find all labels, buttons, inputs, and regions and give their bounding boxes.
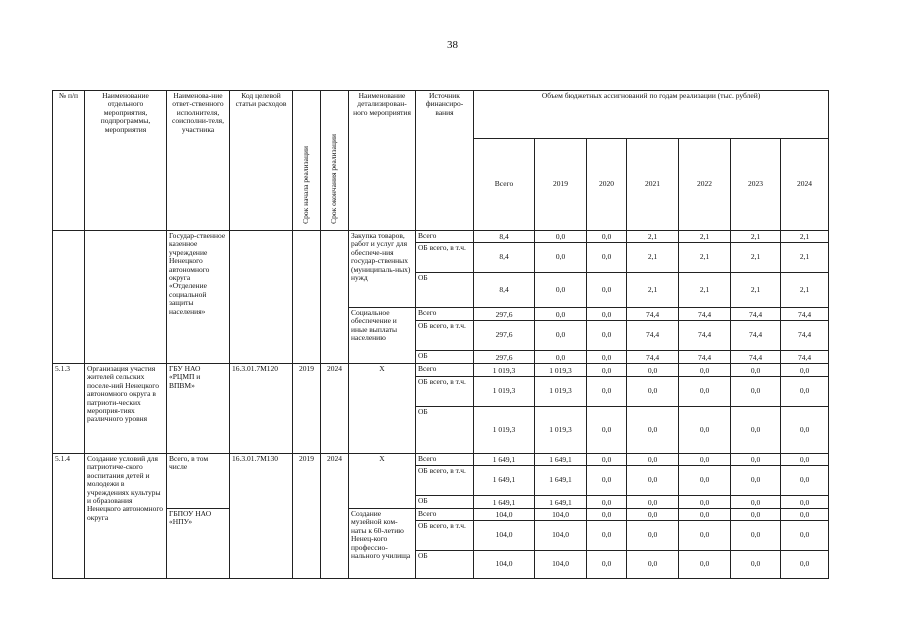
cell-source: ОБ всего, в т.ч. <box>416 466 474 496</box>
header-detail: Наименование детализирован-ного мероприятия <box>349 91 416 231</box>
cell-value: 1 649,1 <box>535 466 587 496</box>
cell-value: 0,0 <box>679 454 731 466</box>
header-year: 2022 <box>679 139 731 231</box>
page-number: 38 <box>447 39 458 51</box>
cell-value: 104,0 <box>474 521 535 551</box>
cell-value: 2,1 <box>781 231 829 243</box>
header-end: Срок окончания реализации <box>329 134 339 224</box>
cell-value: 0,0 <box>627 377 679 407</box>
cell-value: 297,6 <box>474 321 535 351</box>
cell-value: 0,0 <box>679 521 731 551</box>
cell-value: 0,0 <box>679 377 731 407</box>
cell-value: 2,1 <box>627 231 679 243</box>
cell-source: ОБ <box>416 551 474 579</box>
cell-value: 0,0 <box>587 377 627 407</box>
cell-end: 2024 <box>321 364 349 454</box>
cell-start: 2019 <box>293 364 321 454</box>
cell-value: 0,0 <box>627 551 679 579</box>
table-row <box>53 454 829 466</box>
cell-value: 0,0 <box>731 454 781 466</box>
cell-source: ОБ всего, в т.ч. <box>416 377 474 407</box>
cell-value: 0,0 <box>535 351 587 364</box>
cell-num: 5.1.3 <box>53 364 85 454</box>
cell-end-empty <box>321 231 349 364</box>
cell-value: 74,4 <box>781 308 829 321</box>
header-year: 2024 <box>781 139 829 231</box>
header-start: Срок начала реализации <box>301 146 311 224</box>
cell-start-empty <box>293 231 321 364</box>
cell-value: 0,0 <box>627 521 679 551</box>
cell-value: 74,4 <box>781 351 829 364</box>
header-executor: Наименова-ние ответ-ственного исполнителя, соисполни-теля, участника <box>167 91 230 231</box>
cell-value: 0,0 <box>535 308 587 321</box>
cell-value: 0,0 <box>781 454 829 466</box>
cell-source: ОБ <box>416 273 474 308</box>
cell-value: 2,1 <box>627 273 679 308</box>
cell-value: 1 019,3 <box>535 377 587 407</box>
cell-value: 74,4 <box>627 321 679 351</box>
cell-name: Организация участия жителей сельских поселе-ний Ненецкого автономного округа в патриоти-ческих мероприя-тиях различного уровня <box>85 364 167 454</box>
cell-executor: Всего, в том числе <box>167 454 230 509</box>
header-num: № п/п <box>53 91 85 231</box>
cell-value: 0,0 <box>627 496 679 509</box>
cell-value: 2,1 <box>679 231 731 243</box>
cell-value: 8,4 <box>474 243 535 273</box>
cell-detail: Х <box>349 364 416 454</box>
cell-value: 0,0 <box>587 321 627 351</box>
cell-value: 74,4 <box>679 308 731 321</box>
cell-value: 74,4 <box>627 308 679 321</box>
cell-value: 0,0 <box>679 551 731 579</box>
cell-value: 0,0 <box>781 496 829 509</box>
cell-value: 0,0 <box>535 231 587 243</box>
cell-code: 16.3.01.7М120 <box>230 364 293 454</box>
cell-value: 0,0 <box>587 308 627 321</box>
cell-value: 0,0 <box>627 509 679 521</box>
cell-source: Всего <box>416 231 474 243</box>
cell-value: 2,1 <box>781 273 829 308</box>
cell-value: 74,4 <box>781 321 829 351</box>
header-end-cell <box>321 91 349 231</box>
cell-value: 0,0 <box>679 466 731 496</box>
cell-source: Всего <box>416 308 474 321</box>
cell-value: 104,0 <box>474 551 535 579</box>
cell-value: 0,0 <box>679 407 731 454</box>
cell-value: 0,0 <box>679 509 731 521</box>
cell-value: 297,6 <box>474 308 535 321</box>
cell-value: 0,0 <box>587 466 627 496</box>
cell-value: 0,0 <box>587 351 627 364</box>
cell-value: 2,1 <box>781 243 829 273</box>
cell-value: 1 649,1 <box>474 454 535 466</box>
cell-value: 0,0 <box>731 364 781 377</box>
cell-value: 1 019,3 <box>474 377 535 407</box>
header-row-1 <box>53 91 829 139</box>
cell-code: 16.3.01.7М130 <box>230 454 293 579</box>
cell-value: 0,0 <box>781 466 829 496</box>
cell-detail: Социальное обеспечение и иные выплаты населению <box>349 308 416 364</box>
cell-value: 0,0 <box>535 243 587 273</box>
cell-value: 0,0 <box>627 364 679 377</box>
cell-value: 0,0 <box>679 364 731 377</box>
cell-value: 297,6 <box>474 351 535 364</box>
cell-value: 0,0 <box>587 454 627 466</box>
cell-value: 0,0 <box>627 466 679 496</box>
table-row <box>53 509 829 521</box>
cell-detail: Создание музейной ком-наты к 60-летию Ненец-кого профессио-нального училища <box>349 509 416 579</box>
cell-end: 2024 <box>321 454 349 579</box>
cell-num-empty <box>53 231 85 364</box>
header-code: Код целевой статьи расходов <box>230 91 293 231</box>
cell-source: Всего <box>416 454 474 466</box>
cell-value: 104,0 <box>535 521 587 551</box>
cell-value: 0,0 <box>731 407 781 454</box>
cell-name: Создание условий для патриотиче-ского воспитания детей и молодежи в учреждениях культуры и образования Ненецкого автономного округа <box>85 454 167 579</box>
header-year: 2023 <box>731 139 781 231</box>
cell-source: Всего <box>416 364 474 377</box>
cell-value: 2,1 <box>731 231 781 243</box>
cell-source: Всего <box>416 509 474 521</box>
cell-source: ОБ всего, в т.ч. <box>416 243 474 273</box>
cell-value: 2,1 <box>731 273 781 308</box>
cell-value: 0,0 <box>781 521 829 551</box>
cell-value: 1 019,3 <box>474 407 535 454</box>
cell-value: 0,0 <box>587 407 627 454</box>
cell-value: 1 019,3 <box>535 364 587 377</box>
cell-value: 8,4 <box>474 273 535 308</box>
cell-source: ОБ <box>416 496 474 509</box>
cell-value: 2,1 <box>731 243 781 273</box>
header-year: 2019 <box>535 139 587 231</box>
header-volume: Объем бюджетных ассигнований по годам реализации (тыс. рублей) <box>474 91 829 139</box>
cell-executor: ГБПОУ НАО «НПУ» <box>167 509 230 579</box>
cell-value: 74,4 <box>679 321 731 351</box>
cell-value: 0,0 <box>781 407 829 454</box>
cell-value: 0,0 <box>679 496 731 509</box>
cell-value: 0,0 <box>731 496 781 509</box>
cell-value: 74,4 <box>731 351 781 364</box>
cell-value: 2,1 <box>679 273 731 308</box>
cell-source: ОБ всего, в т.ч. <box>416 521 474 551</box>
header-total: Всего <box>474 139 535 231</box>
cell-value: 0,0 <box>731 521 781 551</box>
cell-value: 0,0 <box>731 509 781 521</box>
cell-num: 5.1.4 <box>53 454 85 579</box>
cell-value: 74,4 <box>679 351 731 364</box>
cell-value: 0,0 <box>587 243 627 273</box>
cell-value: 1 649,1 <box>535 496 587 509</box>
cell-value: 1 649,1 <box>474 466 535 496</box>
cell-value: 0,0 <box>587 521 627 551</box>
cell-value: 0,0 <box>627 454 679 466</box>
cell-value: 0,0 <box>731 551 781 579</box>
cell-value: 0,0 <box>535 321 587 351</box>
budget-table <box>52 90 829 579</box>
cell-source: ОБ <box>416 407 474 454</box>
cell-detail: Х <box>349 454 416 509</box>
cell-value: 2,1 <box>679 243 731 273</box>
header-year: 2020 <box>587 139 627 231</box>
cell-start: 2019 <box>293 454 321 579</box>
cell-value: 74,4 <box>627 351 679 364</box>
cell-name-empty <box>85 231 167 364</box>
cell-detail: Закупка товаров, работ и услуг для обеспече-ния государ-ственных (муниципаль-ных) нужд <box>349 231 416 308</box>
cell-value: 74,4 <box>731 308 781 321</box>
cell-value: 0,0 <box>535 273 587 308</box>
cell-value: 104,0 <box>535 551 587 579</box>
cell-value: 0,0 <box>731 466 781 496</box>
cell-value: 0,0 <box>587 551 627 579</box>
cell-value: 1 019,3 <box>535 407 587 454</box>
cell-value: 104,0 <box>474 509 535 521</box>
cell-value: 0,0 <box>781 509 829 521</box>
cell-value: 2,1 <box>627 243 679 273</box>
cell-value: 1 019,3 <box>474 364 535 377</box>
cell-value: 0,0 <box>587 496 627 509</box>
cell-value: 1 649,1 <box>474 496 535 509</box>
cell-value: 0,0 <box>781 364 829 377</box>
cell-source: ОБ <box>416 351 474 364</box>
cell-executor: Государ-ственное казенное учреждение Ненецкого автономного округа «Отделение социальной защиты населения» <box>167 231 230 364</box>
table-row <box>53 231 829 243</box>
cell-value: 104,0 <box>535 509 587 521</box>
table-row <box>53 364 829 377</box>
header-start-cell <box>293 91 321 231</box>
cell-value: 0,0 <box>587 231 627 243</box>
cell-code-empty <box>230 231 293 364</box>
cell-value: 0,0 <box>587 273 627 308</box>
cell-value: 0,0 <box>627 407 679 454</box>
header-source: Источник финансиро-вания <box>416 91 474 231</box>
cell-value: 0,0 <box>781 377 829 407</box>
cell-source: ОБ всего, в т.ч. <box>416 321 474 351</box>
cell-value: 8,4 <box>474 231 535 243</box>
cell-value: 74,4 <box>731 321 781 351</box>
cell-value: 0,0 <box>587 509 627 521</box>
header-name: Наименование отдельного мероприятия, подпрограммы, мероприятия <box>85 91 167 231</box>
cell-value: 0,0 <box>781 551 829 579</box>
cell-executor: ГБУ НАО «РЦМП и ВПВМ» <box>167 364 230 454</box>
cell-value: 0,0 <box>587 364 627 377</box>
header-year: 2021 <box>627 139 679 231</box>
cell-value: 1 649,1 <box>535 454 587 466</box>
cell-value: 0,0 <box>731 377 781 407</box>
